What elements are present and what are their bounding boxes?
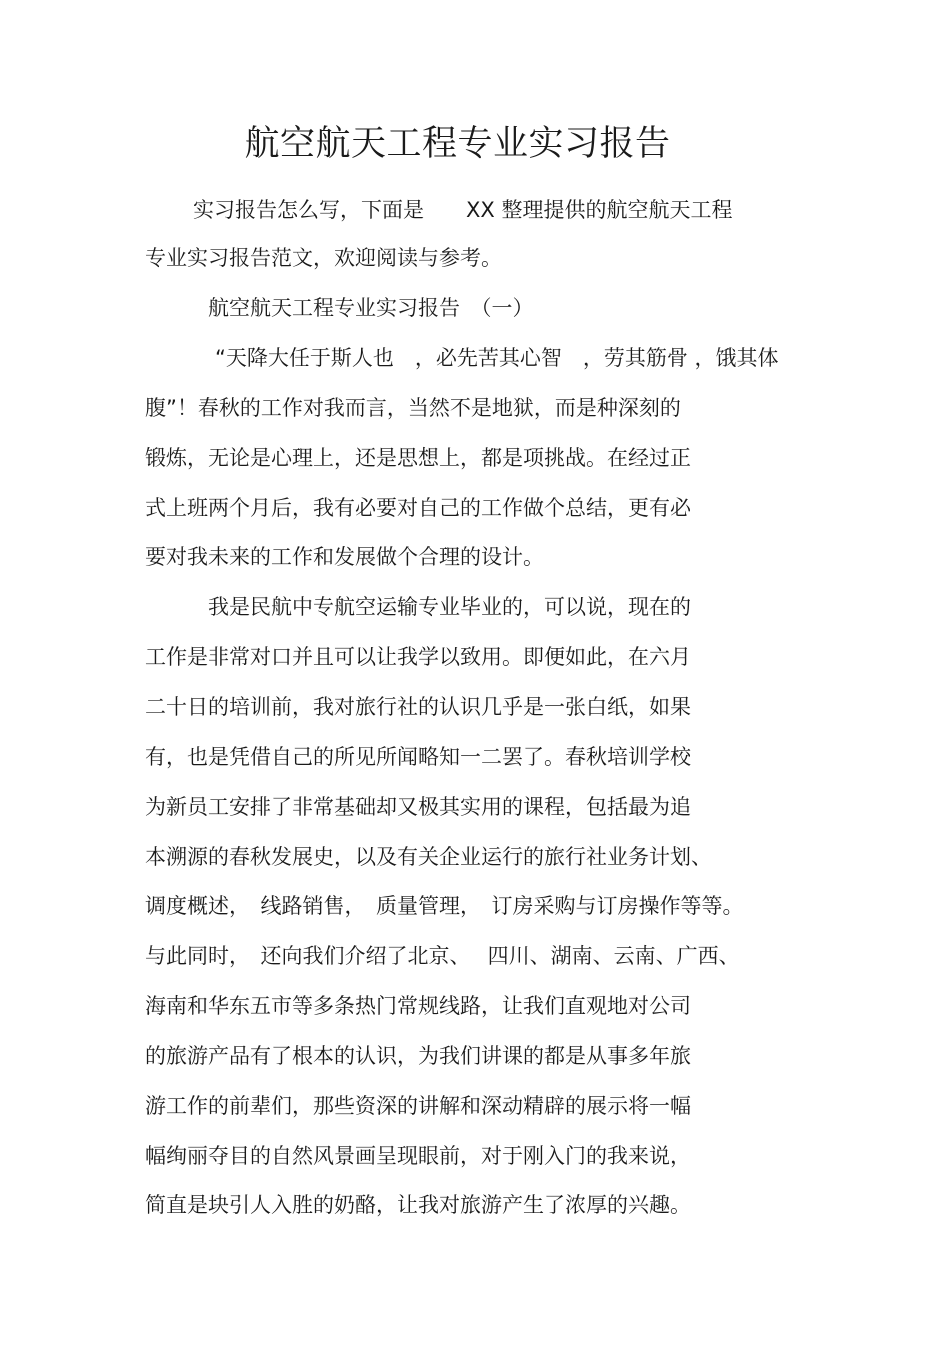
document-title: 航空航天工程专业实习报告 [244,124,671,164]
paragraph-line: 我是民航中专航空运输专业毕业的，可以说，现在的 [208,595,691,619]
section-heading: 航空航天工程专业实习报告 （一） [208,296,534,320]
paragraph-line: 幅绚丽夺目的自然风景画呈现眼前，对于刚入门的我来说， [145,1144,691,1168]
paragraph-line: 二十日的培训前，我对旅行社的认识几乎是一张白纸，如果 [145,695,691,719]
paragraph-line: 海南和华东五市等多条热门常规线路，让我们直观地对公司 [145,994,691,1018]
paragraph-line: 游工作的前辈们，那些资深的讲解和深动精辟的展示将一幅 [145,1094,691,1118]
paragraph-line: 调度概述， 线路销售， 质量管理， 订房采购与订房操作等等。 [145,894,744,918]
paragraph-line: 本溯源的春秋发展史，以及有关企业运行的旅行社业务计划、 [145,845,712,869]
paragraph-line: 腹”！春秋的工作对我而言，当然不是地狱，而是种深刻的 [145,396,681,420]
intro-line: 实习报告怎么写，下面是 XX 整理提供的航空航天工程 [193,198,733,222]
paragraph-line: 式上班两个月后，我有必要对自己的工作做个总结，更有必 [145,496,691,520]
intro-line: 专业实习报告范文，欢迎阅读与参考。 [145,246,502,270]
paragraph-line: “天降大任于斯人也 ，必先苦其心智 ，劳其筋骨 ，饿其体 [215,346,779,370]
paragraph-line: 锻炼，无论是心理上，还是思想上，都是项挑战。在经过正 [145,446,691,470]
paragraph-line: 要对我未来的工作和发展做个合理的设计。 [145,545,544,569]
paragraph-line: 为新员工安排了非常基础却又极其实用的课程，包括最为追 [145,795,691,819]
paragraph-line: 工作是非常对口并且可以让我学以致用。即便如此，在六月 [145,645,691,669]
paragraph-line: 与此同时， 还向我们介绍了北京、 四川、湖南、云南、广西、 [145,944,740,968]
paragraph-line: 简直是块引人入胜的奶酪，让我对旅游产生了浓厚的兴趣。 [145,1193,691,1217]
paragraph-line: 有，也是凭借自己的所见所闻略知一二罢了。春秋培训学校 [145,745,691,769]
paragraph-line: 的旅游产品有了根本的认识，为我们讲课的都是从事多年旅 [145,1044,691,1068]
